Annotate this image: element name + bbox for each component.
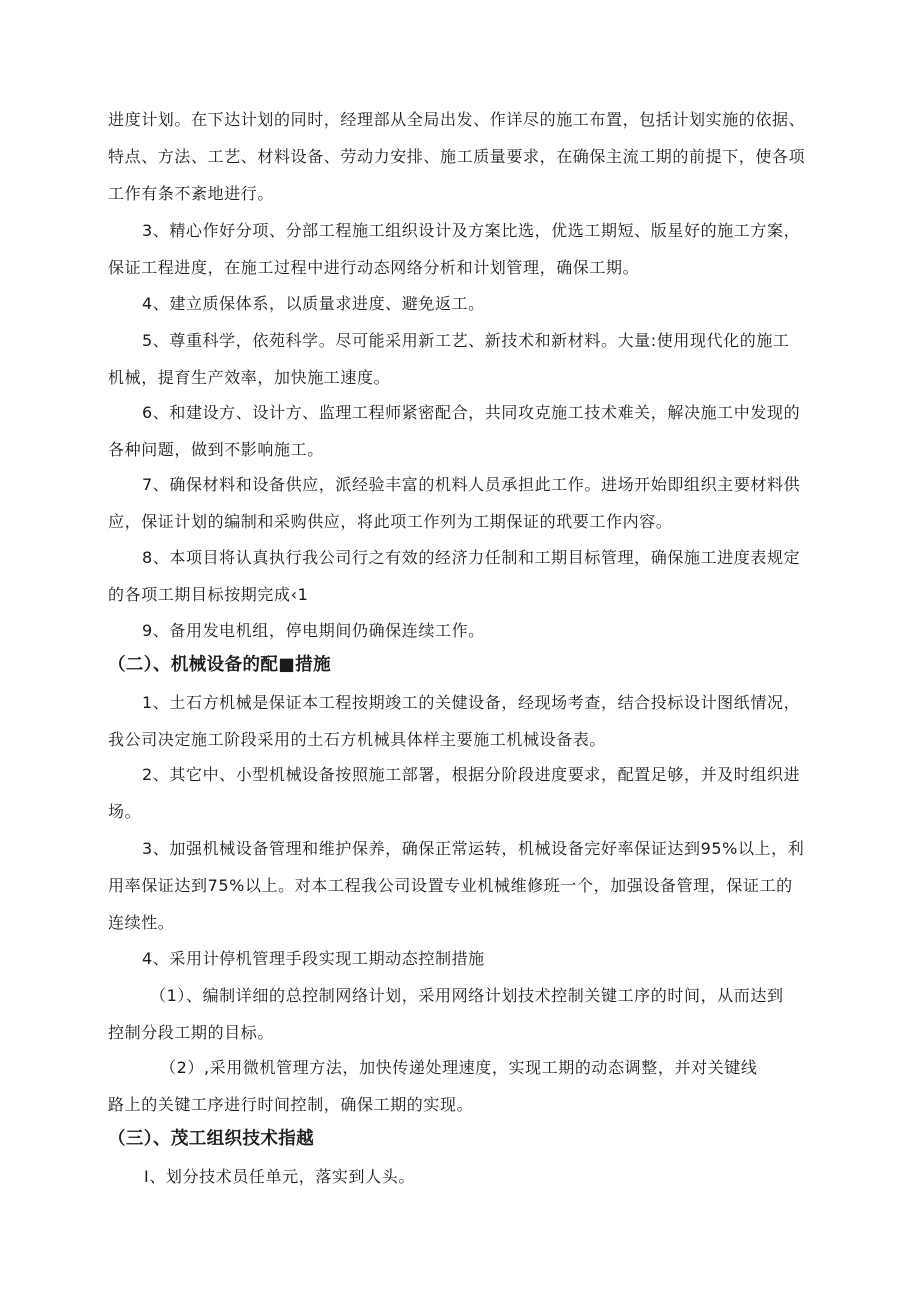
text-line: 8、本项目将认真执行我公司行之有效的经济力任制和工期目标管理，确保施工进度表规定: [142, 548, 801, 567]
paragraph-item-5: [108, 322, 818, 396]
paragraph-subitem-1: [108, 977, 818, 1051]
text-line: （1）、编制详细的总控制网络计划，采用网络计划技术控制关键工序的时间，从而达到: [150, 986, 784, 1005]
text-line: 7、确保材料和设备供应，派经验丰富的机料人员承担此工作。进场开始即组织主要材料供: [142, 475, 801, 494]
paragraph-organization-1: [108, 1158, 818, 1195]
text-line: （2）,采用微机管理方法，加快传递处理速度，实现工期的动态调整，并对关键线: [160, 1058, 758, 1077]
text-line: 应，保证计划的编制和采购供应，将此项工作列为工期保证的玳要工作内容。: [108, 512, 673, 531]
text-line: 3、加强机械设备管理和维护保养，确保正常运转，机械设备完好率保证达到95%以上，利: [142, 839, 805, 858]
paragraph-item-8: [108, 539, 818, 613]
text-line: I、划分技术员任单元，落实到人头。: [144, 1167, 415, 1186]
text-line: 机械，提育生产效率，加快施工速度。: [108, 368, 391, 387]
paragraph-item-6: [108, 394, 818, 468]
text-line: 用率保证达到75%以上。对本工程我公司设置专业机械维修班一个，加强设备管理，保证工的: [108, 876, 793, 895]
paragraph-item-9: [108, 612, 818, 649]
paragraph-item-7: [108, 466, 818, 540]
text-line: 工作有条不紊地进行。: [108, 184, 275, 203]
paragraph-item-4: [108, 285, 818, 322]
text-line: 5、尊重科学，依苑科学。尽可能采用新工艺、新技术和新材料。大量:使用现代化的施工: [142, 331, 790, 350]
text-line: 1、土石方机械是保证本工程按期竣工的关健设备，经现场考查，结合投标设计图纸情况，: [142, 693, 801, 712]
paragraph-item-3: [108, 212, 818, 286]
paragraph-equipment-4: [108, 940, 818, 977]
section-heading-equipment: （二）、机械设备的配■措施: [108, 655, 331, 675]
text-line: 2、其它中、小型机械设备按照施工部署，根据分阶段进度要求，配置足够，并及时组织进: [142, 765, 801, 784]
paragraph-equipment-1: [108, 684, 818, 758]
text-line: 6、和建设方、设计方、监理工程师紧密配合，共同攻克施工技术难关，解决施工中发现的: [142, 403, 801, 422]
paragraph-equipment-2: [108, 756, 818, 830]
paragraph-schedule-plan: [108, 101, 818, 212]
text-line: 的各项工期目标按期完成‹1: [108, 585, 309, 604]
text-line: 9、备用发电机组，停电期间仍确保连续工作。: [142, 621, 485, 640]
text-line: 场。: [108, 802, 142, 821]
text-line: 连续性。: [108, 913, 175, 932]
text-line: 4、建立质保体系，以质量求进度、避免返工。: [142, 294, 485, 313]
text-line: 我公司决定施工阶段采用的土石方机械具体样主要施工机械设备表。: [108, 730, 607, 749]
text-line: 路上的关键工序进行时间控制，确保工期的实现。: [108, 1095, 474, 1114]
text-line: 3、精心作好分项、分部工程施工组织设计及方案比选，优选工期短、版星好的施工方案，: [142, 221, 801, 240]
text-line: 保证工程进度，在施工过程中进行动态网络分析和计划管理，确保工期。: [108, 258, 640, 277]
text-line: 进度计划。在下达计划的同时，经理部从全局出发、作详尽的施工布置，包括计划实施的依据、: [108, 110, 806, 129]
paragraph-subitem-2: [108, 1049, 818, 1123]
text-line: 各种问题，做到不影响施工。: [108, 440, 324, 459]
section-heading-organization: （三）、茂工组织技术指越: [108, 1129, 315, 1149]
text-line: 4、采用计停机管理手段实现工期动态控制措施: [142, 949, 485, 968]
text-line: 控制分段工期的目标。: [108, 1023, 275, 1042]
text-line: 特点、方法、工艺、材料设备、劳动力安排、施工质量要求，在确保主流工期的前提下，使各项: [108, 147, 806, 166]
paragraph-equipment-3: [108, 830, 818, 941]
